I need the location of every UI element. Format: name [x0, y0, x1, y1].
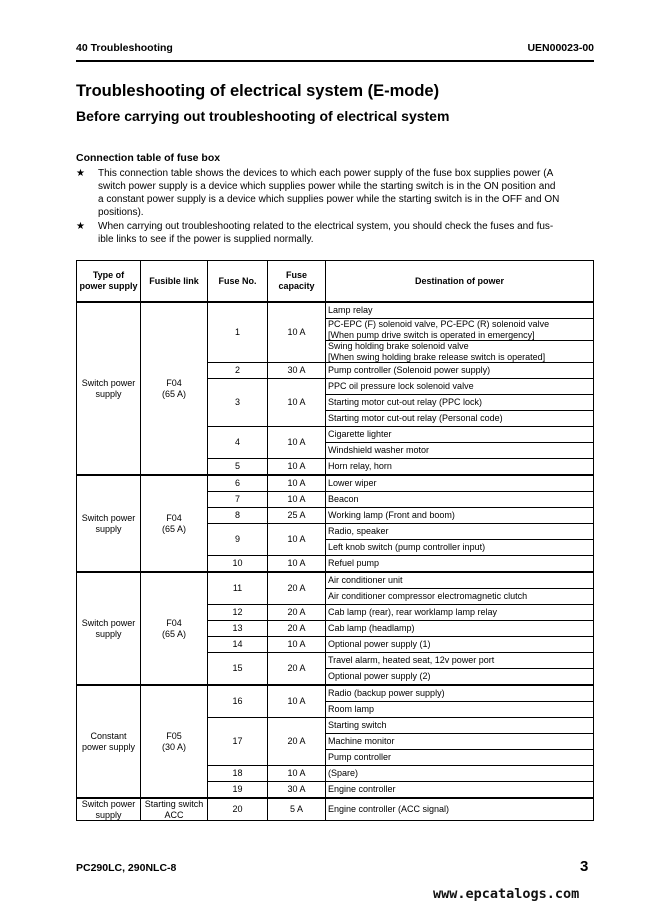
destination-cell: Left knob switch (pump controller input): [326, 540, 594, 556]
fuse-no-cell: 11: [208, 572, 268, 605]
table-row: [77, 685, 594, 702]
table-header-row: [77, 261, 594, 303]
fuse-no-cell: 18: [208, 766, 268, 782]
fuse-capacity-cell: 20 A: [268, 653, 326, 686]
col-header-fuse-no: Fuse No.: [208, 261, 268, 303]
footer-model: PC290LC, 290NLC-8: [76, 862, 177, 874]
note-line: When carrying out troubleshooting related to the electrical system, you should check the fuses and fus-: [98, 221, 554, 232]
fusible-link-cell: F05 (30 A): [141, 685, 208, 798]
fuse-no-cell: 9: [208, 524, 268, 556]
destination-cell: Pump controller: [326, 750, 594, 766]
fuse-capacity-cell: 10 A: [268, 556, 326, 573]
fuse-no-cell: 12: [208, 605, 268, 621]
fuse-no-cell: 8: [208, 508, 268, 524]
fuse-no-cell: 5: [208, 459, 268, 476]
destination-cell: Pump controller (Solenoid power supply): [326, 363, 594, 379]
destination-cell: Starting motor cut-out relay (PPC lock): [326, 395, 594, 411]
destination-cell: PPC oil pressure lock solenoid valve: [326, 379, 594, 395]
header-doc-code: UEN00023-00: [527, 42, 594, 54]
destination-cell: Starting motor cut-out relay (Personal code): [326, 411, 594, 427]
power-type-cell: Switch power supply: [77, 798, 141, 821]
destination-cell: Horn relay, horn: [326, 459, 594, 476]
fuse-capacity-cell: 5 A: [268, 798, 326, 821]
power-type-cell: Constant power supply: [77, 685, 141, 798]
table-body: [77, 302, 594, 821]
fuse-capacity-cell: 10 A: [268, 637, 326, 653]
destination-cell: Working lamp (Front and boom): [326, 508, 594, 524]
running-header: [76, 42, 594, 56]
note-2: [76, 220, 594, 246]
fuse-capacity-cell: 10 A: [268, 475, 326, 492]
fuse-no-cell: 13: [208, 621, 268, 637]
fuse-capacity-cell: 20 A: [268, 718, 326, 766]
fuse-no-cell: 7: [208, 492, 268, 508]
destination-cell: (Spare): [326, 766, 594, 782]
note-line: switch power supply is a device which supplies power while the starting switch is in the ON position and: [98, 181, 556, 192]
destination-cell: Optional power supply (1): [326, 637, 594, 653]
fuse-capacity-cell: 10 A: [268, 427, 326, 459]
star-icon: ★: [76, 168, 85, 179]
watermark: www.epcatalogs.com: [433, 886, 580, 902]
destination-cell: Refuel pump: [326, 556, 594, 573]
destination-cell: Cigarette lighter: [326, 427, 594, 443]
note-line: a constant power supply is a device which supplies power while the starting switch is in the OFF and ON: [98, 194, 560, 205]
fuse-capacity-cell: 20 A: [268, 621, 326, 637]
destination-cell: Machine monitor: [326, 734, 594, 750]
col-header-type: Type of power supply: [77, 261, 141, 303]
table-row: [77, 572, 594, 589]
note-line: ible links to see if the power is supplied normally.: [98, 234, 314, 245]
fuse-no-cell: 3: [208, 379, 268, 427]
fuse-capacity-cell: 30 A: [268, 782, 326, 799]
fuse-no-cell: 14: [208, 637, 268, 653]
header-rule: [76, 60, 594, 62]
destination-cell: Radio, speaker: [326, 524, 594, 540]
col-header-link: Fusible link: [141, 261, 208, 303]
fuse-capacity-cell: 20 A: [268, 605, 326, 621]
star-icon: ★: [76, 221, 85, 232]
power-type-cell: Switch power supply: [77, 475, 141, 572]
destination-cell: Optional power supply (2): [326, 669, 594, 686]
destination-cell: Air conditioner unit: [326, 572, 594, 589]
fuse-no-cell: 16: [208, 685, 268, 718]
fuse-no-cell: 20: [208, 798, 268, 821]
fuse-capacity-cell: 25 A: [268, 508, 326, 524]
fuse-no-cell: 17: [208, 718, 268, 766]
fuse-capacity-cell: 10 A: [268, 685, 326, 718]
table-row: [77, 475, 594, 492]
page-title: Troubleshooting of electrical system (E-mode): [76, 82, 440, 100]
fuse-no-cell: 6: [208, 475, 268, 492]
fuse-capacity-cell: 10 A: [268, 379, 326, 427]
fuse-no-cell: 4: [208, 427, 268, 459]
destination-cell: Engine controller: [326, 782, 594, 799]
destination-cell: Lamp relay: [326, 302, 594, 319]
section-heading: Connection table of fuse box: [76, 152, 221, 164]
destination-cell: Cab lamp (rear), rear worklamp lamp relay: [326, 605, 594, 621]
fuse-capacity-cell: 20 A: [268, 572, 326, 605]
page-number: 3: [580, 858, 589, 875]
destination-cell: Swing holding brake solenoid valve [When swing holding brake release switch is operated]: [326, 341, 594, 363]
destination-cell: Travel alarm, heated seat, 12v power port: [326, 653, 594, 669]
destination-cell: Starting switch: [326, 718, 594, 734]
table-row: [77, 798, 594, 821]
fuse-no-cell: 19: [208, 782, 268, 799]
note-line: positions).: [98, 207, 144, 218]
destination-cell: Air conditioner compressor electromagnetic clutch: [326, 589, 594, 605]
table-row: [77, 302, 594, 319]
fusible-link-cell: F04 (65 A): [141, 475, 208, 572]
fuse-capacity-cell: 10 A: [268, 459, 326, 476]
fuse-capacity-cell: 10 A: [268, 492, 326, 508]
fuse-no-cell: 2: [208, 363, 268, 379]
note-1: [76, 167, 594, 219]
header-section: 40 Troubleshooting: [76, 42, 173, 54]
fuse-no-cell: 1: [208, 302, 268, 363]
fuse-no-cell: 15: [208, 653, 268, 686]
destination-cell: Room lamp: [326, 702, 594, 718]
note-line: This connection table shows the devices to which each power supply of the fuse box supplies power (A: [98, 168, 554, 179]
fusible-link-cell: F04 (65 A): [141, 302, 208, 475]
destination-cell: Engine controller (ACC signal): [326, 798, 594, 821]
col-header-capacity: Fuse capacity: [268, 261, 326, 303]
destination-cell: Windshield washer motor: [326, 443, 594, 459]
destination-cell: Lower wiper: [326, 475, 594, 492]
fuse-capacity-cell: 30 A: [268, 363, 326, 379]
destination-cell: Beacon: [326, 492, 594, 508]
fusible-link-cell: F04 (65 A): [141, 572, 208, 685]
fuse-connection-table: [76, 260, 594, 821]
fuse-capacity-cell: 10 A: [268, 766, 326, 782]
fusible-link-cell: Starting switch ACC: [141, 798, 208, 821]
fuse-capacity-cell: 10 A: [268, 524, 326, 556]
destination-cell: Radio (backup power supply): [326, 685, 594, 702]
page-subtitle: Before carrying out troubleshooting of electrical system: [76, 108, 450, 124]
power-type-cell: Switch power supply: [77, 302, 141, 475]
fuse-no-cell: 10: [208, 556, 268, 573]
destination-cell: PC-EPC (F) solenoid valve, PC-EPC (R) solenoid valve [When pump drive switch is operated in emergency]: [326, 319, 594, 341]
power-type-cell: Switch power supply: [77, 572, 141, 685]
col-header-destination: Destination of power: [326, 261, 594, 303]
destination-cell: Cab lamp (headlamp): [326, 621, 594, 637]
fuse-capacity-cell: 10 A: [268, 302, 326, 363]
